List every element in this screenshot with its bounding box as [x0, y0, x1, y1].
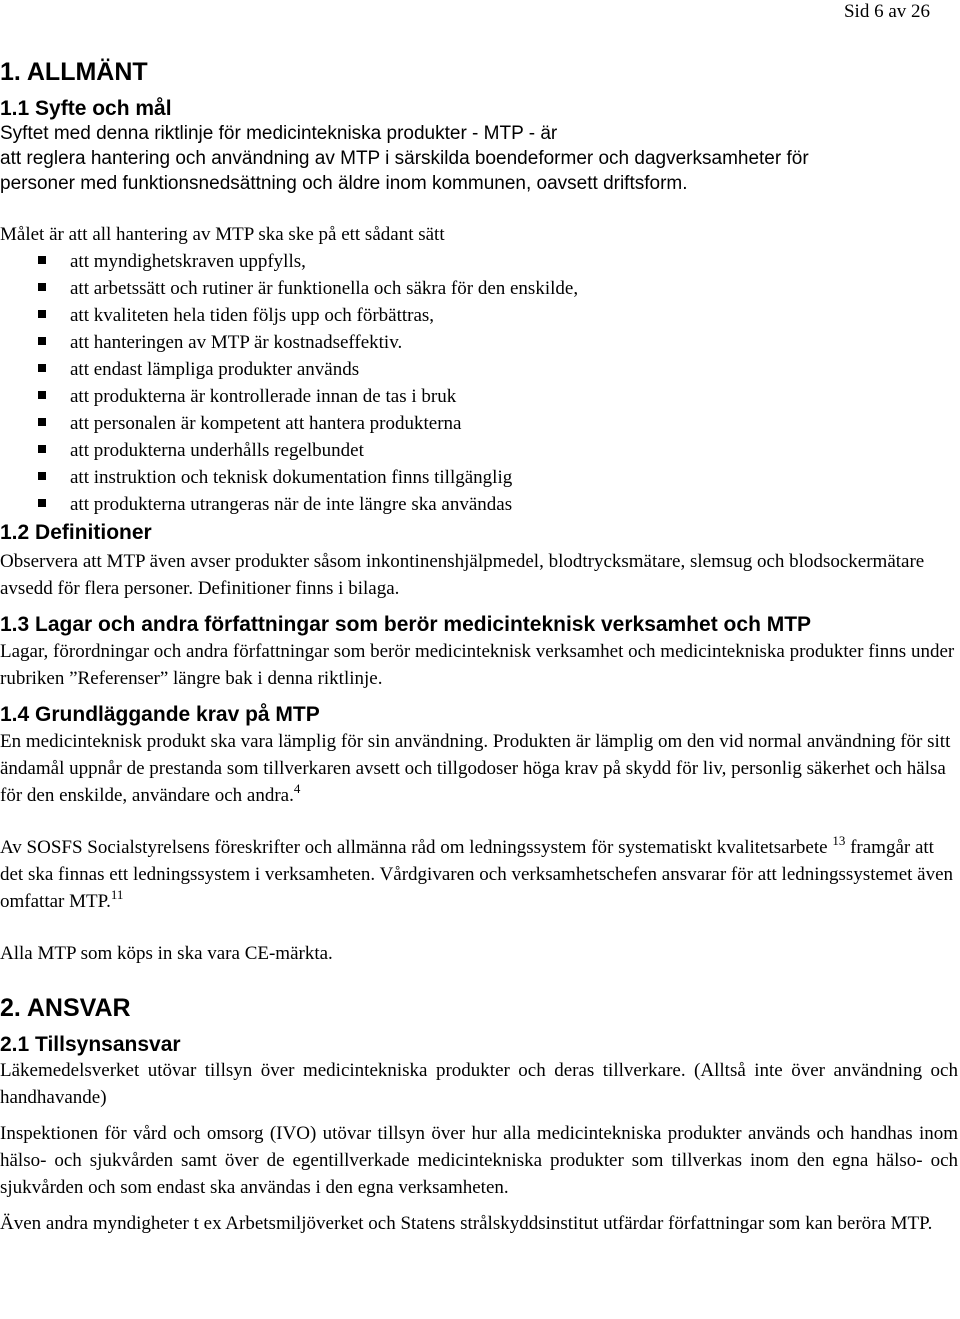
- requirements-paragraph-2: Av SOSFS Socialstyrelsens föreskrifter och allmänna råd om ledningssystem för systematiskt kvalitetsarbete $^{13}$ framgår att det ska finnas ett ledningssystem i verksamheten. Vårdgivaren och verksamhetschefen ansvarar för att ledningssystemet även omfattar MTP.$^{11}$: [0, 833, 954, 912]
- goal-item: att produkterna underhålls regelbundet: [0, 437, 958, 464]
- goal-item: att kvaliteten hela tiden följs upp och förbättras,: [0, 302, 958, 329]
- section-1-3-title: 1.3 Lagar och andra författningar som berör medicinteknisk verksamhet och MTP: [0, 613, 812, 636]
- requirements-paragraph-1: En medicinteknisk produkt ska vara lämplig för sin användning. Produkten är lämplig om den vid normal användning för sitt ändamål uppnår de prestanda som tillverkaren avsett och tillgodoser höga krav på skydd för liv, personlig säkerhet och hälsa för den enskilde, användare och andra.$^4$: [0, 731, 951, 806]
- purpose-line-3: personer med funktionsnedsättning och äldre inom kommunen, oavsett driftsform.: [0, 173, 688, 194]
- section-1-title: 1. ALLMÄNT: [0, 58, 148, 86]
- supervision-paragraph-3: Även andra myndigheter t ex Arbetsmiljöverket och Statens strålskyddsinstitut utfärdar författningar som kan beröra MTP.: [0, 1213, 933, 1234]
- laws-text: Lagar, förordningar och andra författningar som berör medicinteknisk verksamhet och medicintekniska produkter finns under rubriken ”Referenser” längre bak i denna riktlinje.: [0, 641, 955, 689]
- document-body: [0, 56, 958, 1237]
- footnote-ref: 11: [110, 887, 124, 902]
- goal-item: att instruktion och teknisk dokumentation finns tillgänglig: [0, 464, 958, 491]
- goal-item: att hanteringen av MTP är kostnadseffektiv.: [0, 329, 958, 356]
- goal-item: att personalen är kompetent att hantera produkterna: [0, 410, 958, 437]
- footnote-ref: 13: [832, 833, 846, 848]
- section-2-title: 2. ANSVAR: [0, 994, 131, 1022]
- goal-item: att arbetssätt och rutiner är funktionella och säkra för den enskilde,: [0, 275, 958, 302]
- page-number: Sid 6 av 26: [843, 1, 930, 22]
- goal-item: att endast lämpliga produkter används: [0, 356, 958, 383]
- footnote-ref: 4: [293, 781, 301, 796]
- goal-item: att produkterna utrangeras när de inte längre ska användas: [0, 491, 958, 518]
- goal-intro: Målet är att all hantering av MTP ska ske på ett sådant sätt: [0, 224, 445, 245]
- section-2-1-title: 2.1 Tillsynsansvar: [0, 1033, 181, 1056]
- section-1-1-title: 1.1 Syfte och mål: [0, 97, 172, 120]
- goal-list: [0, 248, 958, 518]
- goal-item: att myndighetskraven uppfylls,: [0, 248, 958, 275]
- supervision-paragraph-1: Läkemedelsverket utövar tillsyn över medicintekniska produkter och deras tillverkare. (Alltså inte över användning och handhavande): [0, 1060, 958, 1108]
- goal-item: att produkterna är kontrollerade innan de tas i bruk: [0, 383, 958, 410]
- supervision-paragraph-2: Inspektionen för vård och omsorg (IVO) utövar tillsyn över hur alla medicintekniska produkter används och handhas inom hälso- och sjukvården samt över de egentillverkade medicintekniska produkter som tillverkas inom den egna hälso- och sjukvården och som endast ska användas i den egna verksamheten.: [0, 1123, 958, 1198]
- section-1-4-title: 1.4 Grundläggande krav på MTP: [0, 703, 320, 726]
- section-1-2-title: 1.2 Definitioner: [0, 521, 152, 544]
- purpose-line-1: Syftet med denna riktlinje för medicintekniska produkter - MTP - är: [0, 123, 558, 144]
- ce-marking-text: Alla MTP som köps in ska vara CE-märkta.: [0, 943, 333, 964]
- definitions-text: Observera att MTP även avser produkter såsom inkontinenshjälpmedel, blodtrycksmätare, slemsug och blodsockermätare avsedd för flera personer. Definitioner finns i bilaga.: [0, 551, 925, 599]
- purpose-line-2: att reglera hantering och användning av MTP i särskilda boendeformer och dagverksamheter för: [0, 148, 809, 169]
